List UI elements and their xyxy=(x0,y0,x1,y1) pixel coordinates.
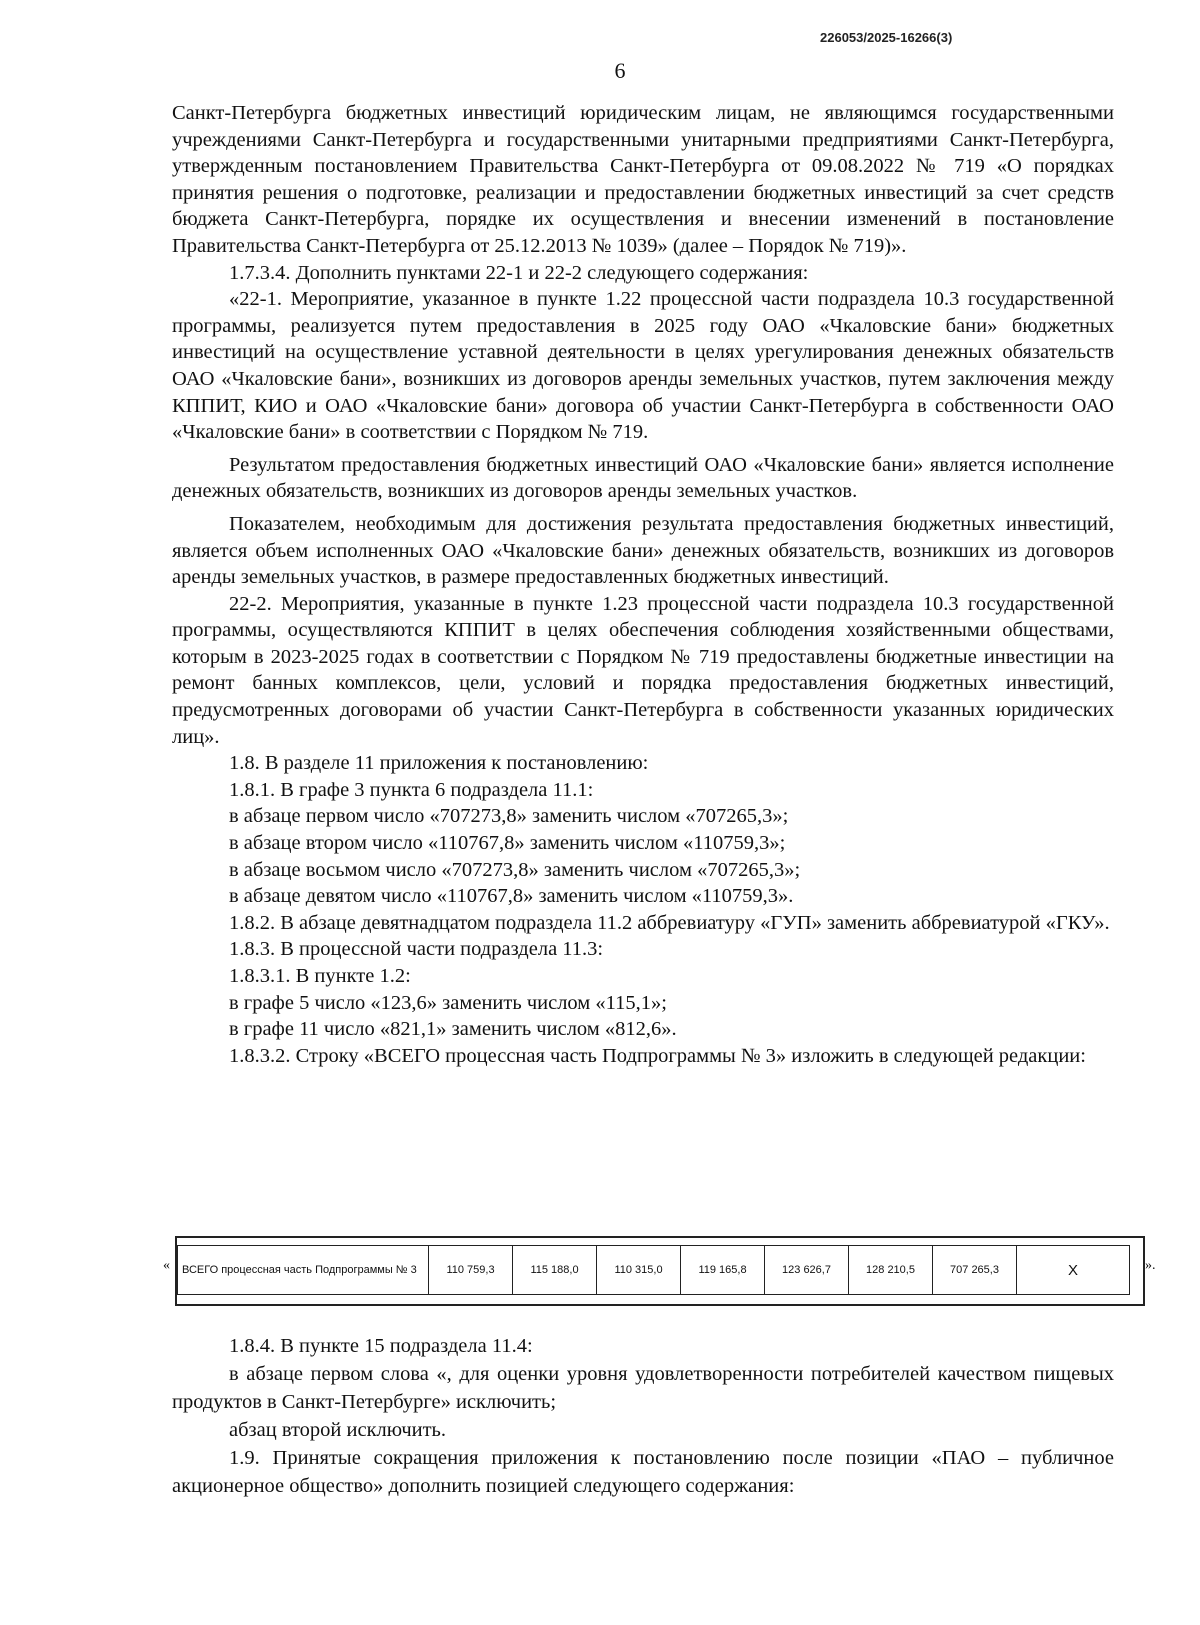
paragraph: Результатом предоставления бюджетных инвестиций ОАО «Чкаловские бани» является исполнение денежных обязательств, возникших из договоров аренды земельных участков. xyxy=(172,453,1114,503)
document-body xyxy=(172,100,1114,1069)
total-row-table-block xyxy=(155,1236,1156,1316)
paragraph: 1.8.3.2. Строку «ВСЕГО процессная часть Подпрограммы № 3» изложить в следующей редакции: xyxy=(229,1044,1086,1067)
paragraph: в графе 11 число «821,1» заменить числом «812,6». xyxy=(229,1018,677,1041)
paragraph: 1.8.4. В пункте 15 подраздела 11.4: xyxy=(229,1335,533,1357)
value-cell: 128 210,5 xyxy=(849,1246,933,1295)
table-close-quote: ». xyxy=(1145,1258,1156,1273)
page-number: 6 xyxy=(614,58,626,83)
paragraph: в абзаце первом число «707273,8» заменить числом «707265,3»; xyxy=(229,805,789,828)
paragraph: 1.8.3.1. В пункте 1.2: xyxy=(229,965,411,987)
document-registration-number: 226053/2025-16266(3) xyxy=(820,30,953,45)
value-cell: 110 315,0 xyxy=(597,1246,681,1295)
paragraph: 1.8.3. В процессной части подраздела 11.3: xyxy=(229,938,604,961)
paragraph: в абзаце первом слова «, для оценки уровня удовлетворенности потребителей качеством пищевых продуктов в Санкт-Петербурге» исключить; xyxy=(172,1363,1114,1413)
total-row-table xyxy=(177,1245,1130,1295)
total-label-cell: ВСЕГО процессная часть Подпрограммы № 3 xyxy=(178,1246,429,1295)
value-cell: 707 265,3 xyxy=(933,1246,1017,1295)
table-open-quote: « xyxy=(163,1258,170,1273)
document-body-continued xyxy=(172,1332,1114,1500)
paragraph: абзац второй исключить. xyxy=(229,1419,447,1441)
value-cell: 119 165,8 xyxy=(681,1246,765,1295)
paragraph: Санкт-Петербурга бюджетных инвестиций юридическим лицам, не являющимся государственными учреждениями Санкт-Петербурга и государственными унитарными предприятиями Санкт-Петербурга, утвержденным постановлением Правительства Санкт-Петербурга от 09.08.2022 № 719 «О порядках принятия решения о подготовке, реализации и предоставлении бюджетных инвестиций за счет средств бюджета Санкт-Петербурга, порядке их осуществления и внесении изменений в постановление Правительства Санкт-Петербурга от 25.12.2013 № 1039» (далее – Порядок № 719)». xyxy=(172,102,1114,257)
paragraph: 22-2. Мероприятия, указанные в пункте 1.23 процессной части подраздела 10.3 государственной программы, осуществляются КППИТ в целях обеспечения соблюдения хозяйственными обществами, которым в 2023-2025 годах в соответствии с Порядком № 719 предоставлены бюджетные инвестиции на ремонт банных комплексов, цели, условий и порядка предоставления бюджетных инвестиций, предусмотренных договорами об участии Санкт-Петербурга в собственности указанных юридических лиц». xyxy=(172,592,1114,748)
paragraph: Показателем, необходимым для достижения результата предоставления бюджетных инвестиций, является объем исполненных ОАО «Чкаловские бани» денежных обязательств, возникших из договоров аренды земельных участков, в размере предоставленных бюджетных инвестиций. xyxy=(172,512,1114,589)
table-bottom-rule xyxy=(175,1304,1145,1306)
paragraph: в графе 5 число «123,6» заменить числом «115,1»; xyxy=(229,991,667,1014)
value-cell: 115 188,0 xyxy=(513,1246,597,1295)
paragraph: 1.8.2. В абзаце девятнадцатом подраздела 11.2 аббревиатуру «ГУП» заменить аббревиатурой «ГКУ». xyxy=(229,911,1110,934)
value-cell: 110 759,3 xyxy=(429,1246,513,1295)
paragraph: в абзаце втором число «110767,8» заменить числом «110759,3»; xyxy=(229,832,786,855)
value-cell: 123 626,7 xyxy=(765,1246,849,1295)
paragraph: 1.8. В разделе 11 приложения к постановлению: xyxy=(229,752,649,775)
x-cell: X xyxy=(1017,1246,1130,1295)
paragraph: 1.8.1. В графе 3 пункта 6 подраздела 11.1: xyxy=(229,778,594,801)
paragraph: в абзаце девятом число «110767,8» заменить числом «110759,3». xyxy=(229,885,794,908)
paragraph: «22-1. Мероприятие, указанное в пункте 1.22 процессной части подраздела 10.3 государственной программы, реализуется путем предоставления в 2025 году ОАО «Чкаловские бани» бюджетных инвестиций на осуществление уставной деятельности в целях урегулирования денежных обязательств ОАО «Чкаловские бани», возникших из договоров аренды земельных участков, путем заключения между КППИТ, КИО и ОАО «Чкаловские бани» договора об участии Санкт-Петербурга в собственности ОАО «Чкаловские бани» в соответствии с Порядком № 719. xyxy=(172,288,1114,444)
table-top-rule xyxy=(175,1236,1145,1238)
paragraph: 1.7.3.4. Дополнить пунктами 22-1 и 22-2 следующего содержания: xyxy=(229,261,809,284)
paragraph: в абзаце восьмом число «707273,8» заменить числом «707265,3»; xyxy=(229,858,801,881)
paragraph: 1.9. Принятые сокращения приложения к постановлению после позиции «ПАО – публичное акционерное общество» дополнить позицией следующего содержания: xyxy=(172,1447,1114,1497)
table-row xyxy=(178,1246,1130,1295)
